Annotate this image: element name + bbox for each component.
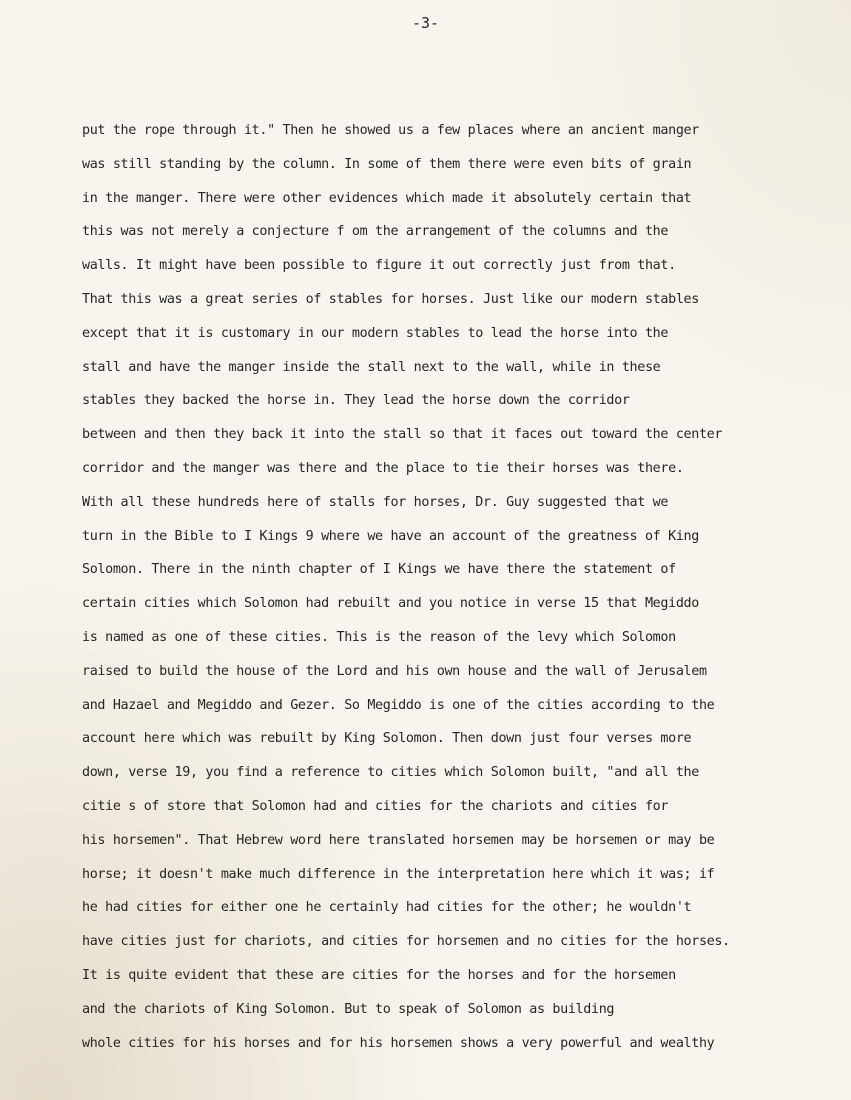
text-line: That this was a great series of stables for horses. Just like our modern stables: [82, 291, 699, 307]
text-line: between and then they back it into the stall so that it faces out toward the center: [82, 427, 723, 443]
text-line: in the manger. There were other evidences which made it absolutely certain that: [82, 190, 692, 206]
text-line: certain cities which Solomon had rebuilt and you notice in verse 15 that Megiddo: [82, 596, 699, 612]
text-line: citie s of store that Solomon had and cities for the chariots and cities for: [82, 798, 669, 814]
text-line: stall and have the manger inside the stall next to the wall, while in these: [82, 359, 661, 375]
text-line: he had cities for either one he certainly had cities for the other; he wouldn't: [82, 900, 692, 916]
typewritten-body-text: [82, 114, 822, 1060]
text-line: down, verse 19, you find a reference to cities which Solomon built, "and all the: [82, 765, 699, 781]
text-line: have cities just for chariots, and cities for horsemen and no cities for the horses.: [82, 934, 730, 950]
text-line: It is quite evident that these are cities for the horses and for the horsemen: [82, 967, 676, 983]
text-line: stables they backed the horse in. They lead the horse down the corridor: [82, 393, 630, 409]
text-line: turn in the Bible to I Kings 9 where we have an account of the greatness of King: [82, 528, 699, 544]
text-line: and the chariots of King Solomon. But to speak of Solomon as building: [82, 1001, 615, 1017]
text-line: corridor and the manger was there and the place to tie their horses was there.: [82, 460, 684, 476]
text-line: Solomon. There in the ninth chapter of I Kings we have there the statement of: [82, 562, 676, 578]
text-line: horse; it doesn't make much difference in the interpretation here which it was; if: [82, 866, 715, 882]
text-line: and Hazael and Megiddo and Gezer. So Megiddo is one of the cities according to the: [82, 697, 715, 713]
text-line: put the rope through it." Then he showed us a few places where an ancient manger: [82, 123, 699, 138]
text-line: was still standing by the column. In some of them there were even bits of grain: [82, 156, 692, 172]
text-line: account here which was rebuilt by King Solomon. Then down just four verses more: [82, 731, 692, 747]
text-line: this was not merely a conjecture f om the arrangement of the columns and the: [82, 224, 669, 240]
text-line: except that it is customary in our modern stables to lead the horse into the: [82, 325, 669, 341]
text-line: his horsemen". That Hebrew word here translated horsemen may be horsemen or may be: [82, 832, 715, 848]
text-line: With all these hundreds here of stalls for horses, Dr. Guy suggested that we: [82, 494, 669, 510]
text-line: whole cities for his horses and for his horsemen shows a very powerful and wealthy: [82, 1035, 715, 1051]
page-number: -3-: [411, 14, 440, 32]
text-line: walls. It might have been possible to figure it out correctly just from that.: [82, 258, 676, 274]
text-line: raised to build the house of the Lord and his own house and the wall of Jerusalem: [82, 663, 707, 679]
text-line: is named as one of these cities. This is the reason of the levy which Solomon: [82, 629, 676, 645]
